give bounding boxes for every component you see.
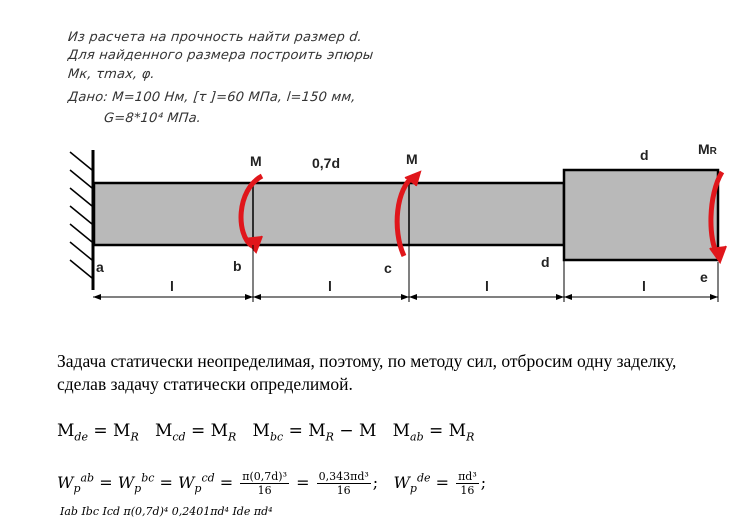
problem-line-1: Из расчета на прочность найти размер d. bbox=[67, 30, 363, 45]
point-b-label: b bbox=[233, 258, 242, 274]
moment-label-2: M bbox=[406, 151, 418, 167]
point-c-label: c bbox=[384, 260, 392, 276]
segment-length-1: l bbox=[170, 278, 174, 294]
point-a-label: a bbox=[96, 259, 104, 275]
point-e-label: e bbox=[700, 269, 708, 285]
point-d-label: d bbox=[541, 254, 550, 270]
wall-support bbox=[70, 150, 93, 290]
solution-paragraph: Задача статически неопределимая, поэтому, по методу сил, отбросим одну заделку, сделав задачу статически определимой. bbox=[57, 351, 677, 394]
fraction-1: $\frac{\text{π(0,7d)³}}{16}$ bbox=[242, 470, 288, 497]
problem-line-5: G=8*10⁴ МПа. bbox=[103, 111, 202, 126]
segment-length-2: l bbox=[328, 278, 332, 294]
moment-of-inertia-fragment: Iab Ibc Icd π(0,7d)⁴ 0,2401πd⁴ Ide πd⁴ bbox=[60, 505, 273, 518]
shaft-segment-large bbox=[564, 170, 718, 260]
fraction-3: $\frac{\text{πd³}}{16}$ bbox=[458, 470, 477, 497]
segment-length-4: l bbox=[642, 278, 646, 294]
problem-line-4: Дано: M=100 Нм, [τ ]=60 МПа, l=150 мм, bbox=[67, 90, 357, 105]
moment-label-1: M bbox=[250, 153, 262, 169]
diameter-small-label: 0,7d bbox=[312, 155, 341, 171]
shaft-segment-small bbox=[94, 183, 564, 245]
moment-equations: $M_{de} = M_R$ $M_{cd} = M_R$ $M_{bc} = M_R - M$ $M_{ab} = M_R$ bbox=[57, 421, 475, 444]
moment-reaction-label: MR bbox=[698, 141, 717, 157]
fraction-2: $\frac{\text{0,343πd³}}{16}$ bbox=[318, 470, 369, 497]
segment-length-3: l bbox=[485, 278, 489, 294]
problem-line-2: Для найденного размера построить эпюры bbox=[67, 48, 375, 63]
diameter-large-label: d bbox=[640, 147, 649, 163]
reaction-subscript: R bbox=[709, 146, 717, 157]
polar-moduli-equation: $W_p^{ab} = W_p^{bc} = W_p^{cd}$ = $\frac{\text{π(0,7d)³}}{16}$ = $\frac{\text{0,343πd³}}{16}$ ; $W_p^{de}$ = $\frac{\text{πd³}}{16}$ ; bbox=[57, 470, 487, 497]
problem-line-3: Mк, τmax, φ. bbox=[67, 67, 156, 82]
